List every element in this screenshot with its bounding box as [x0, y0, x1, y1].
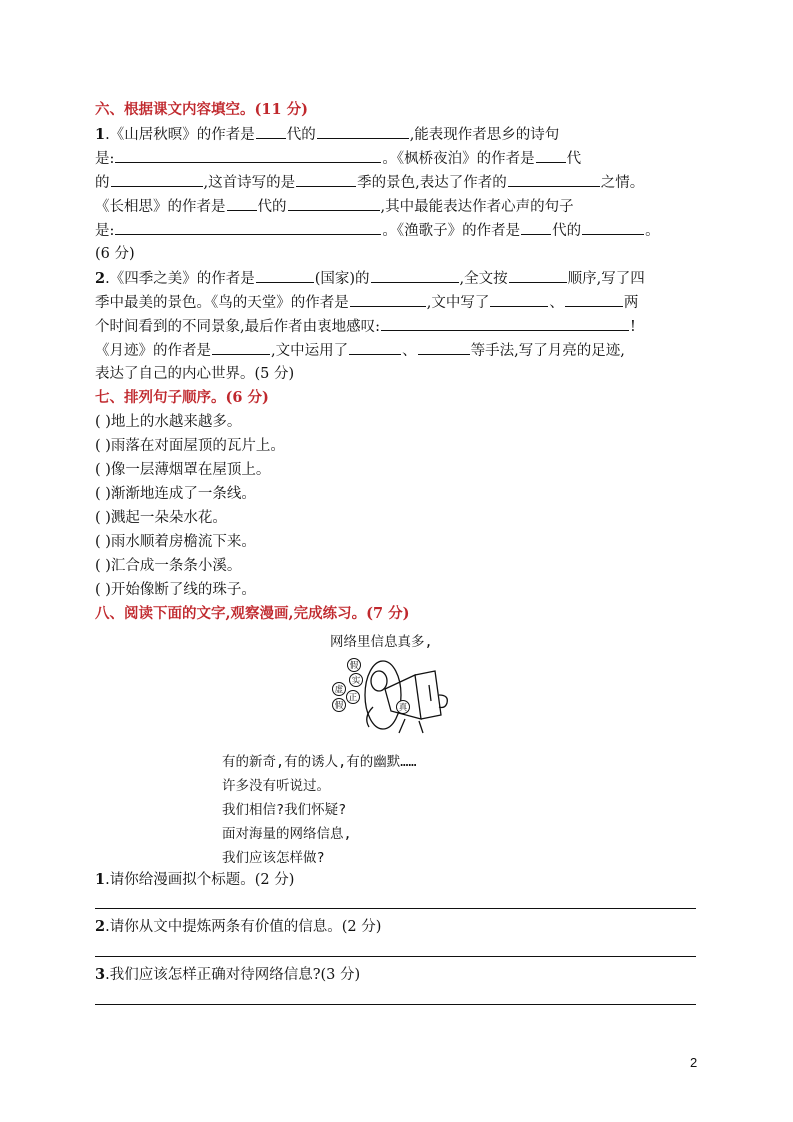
order-item[interactable]: ( )雨水顺着房檐流下来。 [95, 534, 256, 550]
blank[interactable] [536, 148, 566, 163]
section8-q1: 1.请你给漫画拟个标题。(2 分) [95, 871, 295, 888]
blank[interactable] [296, 172, 356, 187]
poem-line-top: 网络里信息真多, [330, 634, 433, 650]
q2-line2: 季中最美的景色。《鸟的天堂》的作者是 ,文中写了 、 两 [95, 292, 638, 313]
q1-line3: 的 ,这首诗写的是 季的景色,表达了作者的 之情。 [95, 172, 644, 193]
poem-line: 我们应该怎样做? [222, 850, 325, 866]
comic-char: 实 [351, 676, 361, 686]
blank[interactable] [227, 196, 257, 211]
order-item[interactable]: ( )像一层薄烟罩在屋顶上。 [95, 462, 271, 478]
q2-line3: 个时间看到的不同景象,最后作者由衷地感叹: ! [95, 316, 636, 337]
blank[interactable] [418, 340, 470, 355]
answer-line[interactable] [95, 908, 696, 909]
blank[interactable] [115, 148, 381, 163]
order-item[interactable]: ( )渐渐地连成了一条线。 [95, 486, 256, 502]
answer-line[interactable] [95, 956, 696, 957]
q1-line1: 1.《山居秋暝》的作者是 代的 ,能表现作者思乡的诗句 [95, 126, 560, 143]
q1-line2: 是: 。《枫桥夜泊》的作者是 代 [95, 148, 581, 169]
blank[interactable] [350, 292, 426, 307]
page-number: 2 [690, 1055, 698, 1070]
poem-line: 有的新奇,有的诱人,有的幽默…… [222, 754, 417, 770]
section6-heading: 六、根据课文内容填空。(11 分) [95, 101, 308, 118]
order-item[interactable]: ( )汇合成一条条小溪。 [95, 558, 242, 574]
blank[interactable] [288, 196, 380, 211]
blank[interactable] [256, 268, 314, 283]
blank[interactable] [381, 316, 629, 331]
blank[interactable] [508, 172, 600, 187]
q2-line5: 表达了自己的内心世界。(5 分) [95, 366, 295, 382]
blank[interactable] [111, 172, 203, 187]
order-item[interactable]: ( )地上的水越来越多。 [95, 414, 242, 430]
poem-line: 我们相信?我们怀疑? [222, 802, 347, 818]
comic-char: 正 [348, 693, 358, 703]
q2-line4: 《月迹》的作者是 ,文中运用了 、 等手法,写了月亮的足迹, [95, 340, 625, 361]
section8-q2: 2.请你从文中提炼两条有价值的信息。(2 分) [95, 918, 382, 935]
comic-char: 真 [398, 703, 408, 713]
q1-line4: 《长相思》的作者是 代的 ,其中最能表达作者心声的句子 [95, 196, 574, 217]
q1-line5: 是: 。《渔歌子》的作者是 代的 。 [95, 220, 660, 241]
comic-char: 虚 [334, 685, 344, 695]
blank[interactable] [256, 124, 286, 139]
q2-line1: 2.《四季之美》的作者是 (国家)的 ,全文按 顺序,写了四 [95, 270, 645, 287]
poem-line: 许多没有听说过。 [222, 778, 330, 794]
section7-heading: 七、排列句子顺序。(6 分) [95, 389, 269, 406]
blank[interactable] [115, 220, 381, 235]
blank[interactable] [565, 292, 623, 307]
section8-q3: 3.我们应该怎样正确对待网络信息?(3 分) [95, 966, 361, 983]
comic-char: 假 [349, 661, 359, 671]
blank[interactable] [317, 124, 409, 139]
blank[interactable] [490, 292, 548, 307]
blank[interactable] [371, 268, 459, 283]
q1-score: (6 分) [95, 246, 135, 262]
order-item[interactable]: ( )开始像断了线的珠子。 [95, 582, 256, 598]
blank[interactable] [212, 340, 270, 355]
comic-char: 假 [334, 701, 344, 711]
order-item[interactable]: ( )雨落在对面屋顶的瓦片上。 [95, 438, 285, 454]
poem-line: 面对海量的网络信息, [222, 826, 352, 842]
blank[interactable] [582, 220, 644, 235]
comic-illustration [325, 655, 465, 737]
blank[interactable] [521, 220, 551, 235]
blank[interactable] [509, 268, 567, 283]
order-item[interactable]: ( )溅起一朵朵水花。 [95, 510, 227, 526]
answer-line[interactable] [95, 1004, 696, 1005]
section8-heading: 八、阅读下面的文字,观察漫画,完成练习。(7 分) [95, 605, 410, 622]
blank[interactable] [349, 340, 401, 355]
